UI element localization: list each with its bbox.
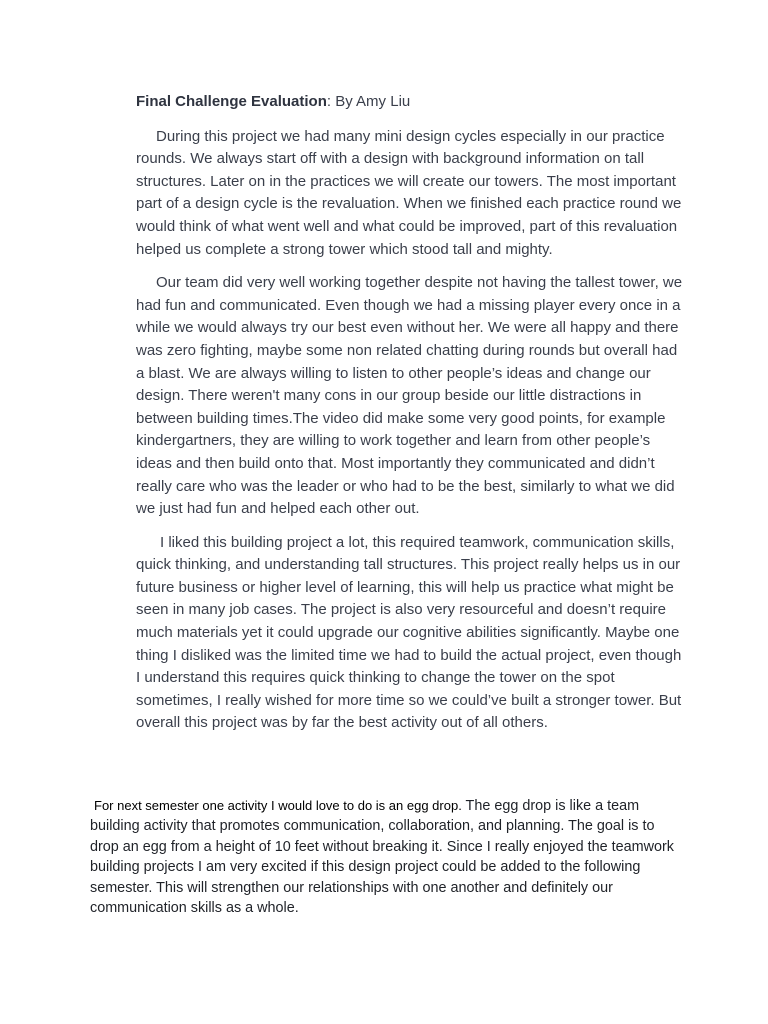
title-author-text: : By Amy Liu	[326, 93, 411, 110]
paragraph-project-reflection: I liked this building project a lot, this required teamwork, communication skills, quick thinking, and understanding tall structures. This project really helps us in our future business or higher level of learning, this will help us practice what might be seen in many job cases. The project is also very resourceful and doesn’t require much materials yet it could upgrade our cognitive abilities significantly. Maybe one thing I disliked was the limited time we had to build the actual project, even though I understand this requires quick thinking to change the tower on the spot sometimes, I really wished for more time so we could’ve built a stronger tower. But overall this project was by far the best activity out of all others.	[136, 533, 682, 732]
paragraph-teamwork: Our team did very well working together despite not having the tallest tower, we had fun and communicated. Even though we had a missing player every once in a while we would always try our best even without her. We were all happy and there was zero fighting, maybe some non related chatting during rounds but overall had a blast. We are always willing to listen to other people’s ideas and change our design. There weren't many cons in our group beside our little distractions in between building times.The video did make some very good points, for example kindergartners, they are willing to work together and learn from other people’s ideas and then build onto that. Most importantly they communicated and didn’t really care who was the leader or who had to be the best, similarly to what we did we just had fun and helped each other out.	[136, 274, 683, 518]
paragraph-next-semester	[90, 796, 678, 918]
document-title	[136, 91, 684, 114]
title-bold-text: Final Challenge Evaluation	[136, 93, 327, 110]
document-body	[136, 91, 684, 746]
paragraph-design-cycles: During this project we had many mini design cycles especially in our practice rounds. We always start off with a design with background information on tall structures. Later on in the practices we will create our towers. The most important part of a design cycle is the revaluation. When we finished each practice round we would think of what went well and what could be improved, part of this revaluation helped us complete a strong tower which stood tall and mighty.	[136, 127, 682, 258]
next-semester-body-text: The egg drop is like a team building activity that promotes communication, collaboration, and planning. The goal is to drop an egg from a height of 10 feet without breaking it. Since I really enjoyed the teamwork building projects I am very excited if this design project could be added to the following semester. This will strengthen our relationships with one another and definitely our communication skills as a whole.	[90, 798, 674, 917]
next-semester-lead-text: For next semester one activity I would love to do is an egg drop.	[94, 798, 462, 813]
